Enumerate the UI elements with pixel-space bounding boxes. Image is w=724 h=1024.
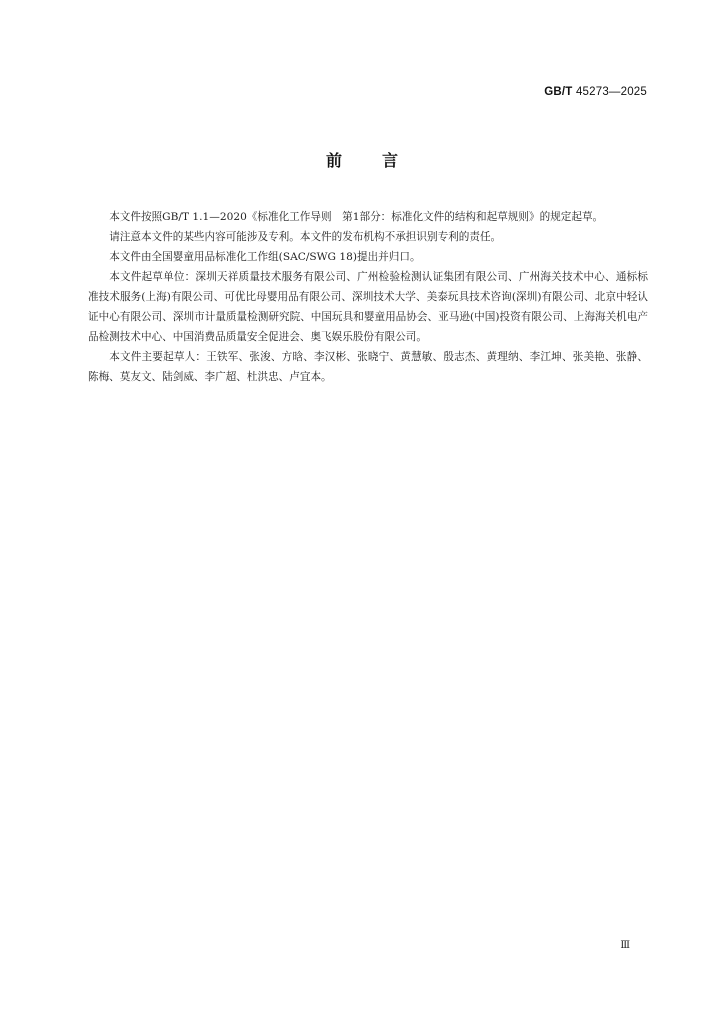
foreword-body: [88, 207, 648, 387]
paragraph-patent-notice: 请注意本文件的某些内容可能涉及专利。本文件的发布机构不承担识别专利的责任。: [109, 231, 502, 243]
paragraph-drafters: 本文件主要起草人：王铁军、张浚、方晗、李汉彬、张晓宁、黄慧敏、殷志杰、黄理纳、李江坤、张美艳、张静、陈梅、莫友文、陆剑威、李广超、杜洪忠、卢宜本。: [88, 351, 648, 383]
standard-code: [544, 86, 647, 98]
page-number: Ⅲ: [620, 940, 630, 951]
paragraph-proposer: 本文件由全国婴童用品标准化工作组(SAC/SWG 18)提出并归口。: [109, 251, 421, 263]
paragraph-drafting-units: 本文件起草单位：深圳天祥质量技术服务有限公司、广州检验检测认证集团有限公司、广州海关技术中心、通标标准技术服务(上海)有限公司、可优比母婴用品有限公司、深圳技术大学、美泰玩具技术咨询(深圳)有限公司、北京中轻认证中心有限公司、深圳市计量质量检测研究院、中国玩具和婴童用品协会、亚马逊(中国)投资有限公司、上海海关机电产品检测技术中心、中国消费品质量安全促进会、奥飞娱乐股份有限公司。: [88, 271, 648, 343]
standard-prefix: GB/T: [544, 86, 573, 98]
standard-number: 45273—2025: [575, 86, 647, 98]
paragraph-drafting-rules: 本文件按照GB/T 1.1—2020《标准化工作导则 第1部分：标准化文件的结构和起草规则》的规定起草。: [109, 211, 604, 223]
page-title: 前言: [325, 151, 438, 170]
